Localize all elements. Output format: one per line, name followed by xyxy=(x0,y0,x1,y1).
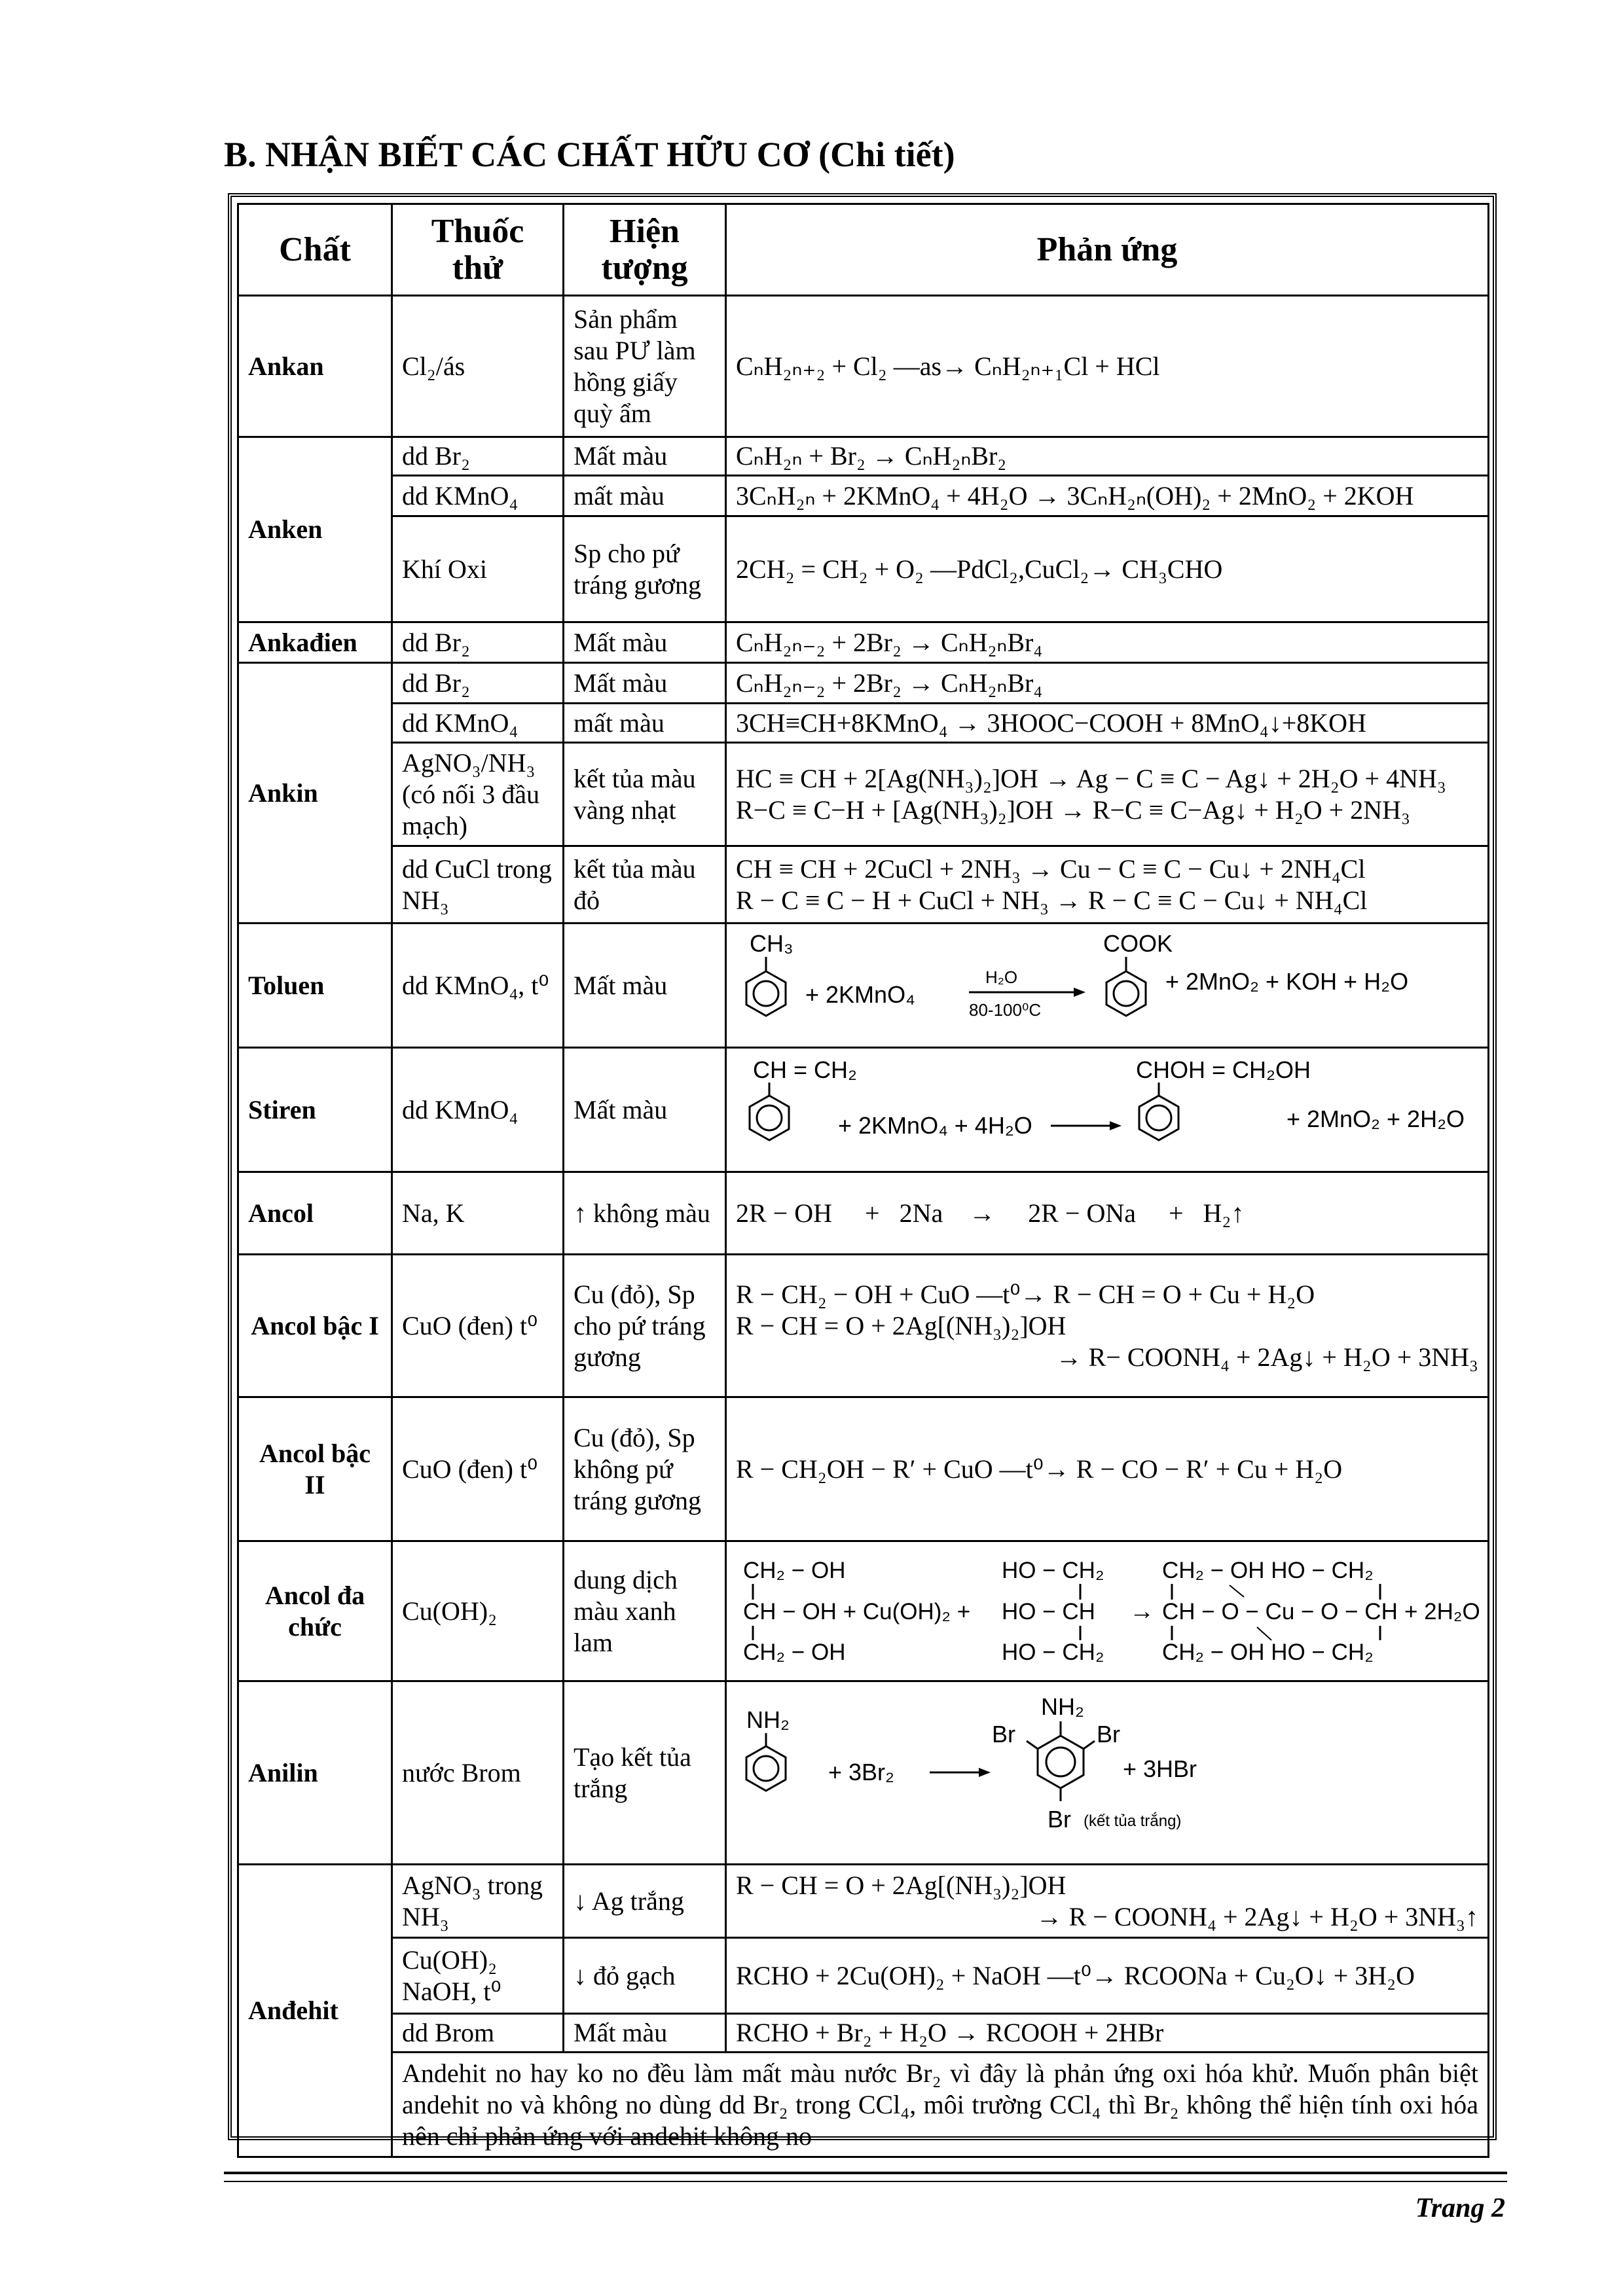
reagent: dd KMnO₄ xyxy=(392,476,564,516)
reaction: 3CH≡CH+8KMnO₄ → 3HOOC−COOH + 8MnO₄↓+8KOH xyxy=(726,704,1489,743)
bromine-label: Br xyxy=(1097,1721,1120,1748)
reactant-line: CH₂ − OH xyxy=(743,1558,846,1583)
table-row xyxy=(238,1172,1489,1255)
substance-name: Toluen xyxy=(238,924,392,1048)
benzene-ring-icon xyxy=(1139,1096,1178,1140)
reaction-line: R − C ≡ C − H + CuCl + NH₃ → R − C ≡ C − Cu↓ + NH₄Cl xyxy=(736,885,1368,915)
reaction: 3CₙH₂ₙ + 2KMnO₄ + 4H₂O → 3CₙH₂ₙ(OH)₂ + 2MnO₂ + 2KOH xyxy=(726,476,1489,516)
phenomenon: dung dịch màu xanh lam xyxy=(564,1541,726,1681)
glycerol-reaction-diagram xyxy=(727,1542,1486,1673)
andehit-note: Andehit no hay ko no đều làm mất màu nước Br₂ vì đây là phản ứng oxi hóa khử. Muốn phân biệt andehit no và không no dùng dd Br₂ trong CCl₄, môi trường CCl₄ thì Br₂ không thể hiện tính oxi hóa nên chỉ phản ứng với andehit không no xyxy=(392,2053,1489,2157)
table-row xyxy=(238,846,1489,924)
reagent: dd Brom xyxy=(392,2014,564,2053)
reactant-line: HO − CH xyxy=(1002,1599,1095,1624)
table-row xyxy=(238,516,1489,622)
bond-line xyxy=(1084,1741,1095,1749)
bond-line xyxy=(1027,1741,1038,1749)
reaction: 2R − OH + 2Na → 2R − ONa + H₂↑ xyxy=(726,1172,1489,1255)
aromatic-circle xyxy=(754,981,778,1006)
reagent: CuO (đen) t⁰ xyxy=(392,1255,564,1397)
substance-name: Ancol xyxy=(238,1172,392,1255)
substance-name: Ancol bậc II xyxy=(238,1397,392,1541)
reagent: CuO (đen) t⁰ xyxy=(392,1397,564,1541)
reactant-label: + 2KMnO₄ xyxy=(805,981,915,1008)
arrow-head-icon xyxy=(979,1768,991,1777)
reagent: Khí Oxi xyxy=(392,516,564,622)
reaction-line: → R− COONH₄ + 2Ag↓ + H₂O + 3NH₃ xyxy=(1055,1342,1478,1372)
substance-name: Stiren xyxy=(238,1048,392,1172)
reaction: CₙH₂ₙ₋₂ + 2Br₂ → CₙH₂ₙBr₄ xyxy=(726,622,1489,663)
product-line: CH₂ − OH HO − CH₂ xyxy=(1162,1558,1374,1583)
header-thuoc-thu: Thuốc thử xyxy=(392,204,564,296)
aromatic-circle xyxy=(1114,981,1139,1006)
reagent: Cu(OH)₂ xyxy=(392,1541,564,1681)
reactant-line: CH − OH + Cu(OH)₂ + xyxy=(743,1599,971,1624)
aromatic-circle xyxy=(754,1756,778,1781)
phenomenon: Sp cho pứ tráng gương xyxy=(564,516,726,622)
table-row xyxy=(238,663,1489,704)
table-row xyxy=(238,2053,1489,2157)
reagent: dd KMnO₄ xyxy=(392,1048,564,1172)
phenomenon: ↓ Ag trắng xyxy=(564,1865,726,1938)
table-row xyxy=(238,296,1489,437)
header-phan-ung: Phản ứng xyxy=(726,204,1489,296)
amine-label: NH₂ xyxy=(746,1706,790,1733)
phenomenon: kết tủa màu vàng nhạt xyxy=(564,743,726,846)
table-row xyxy=(238,704,1489,743)
reaction-line: R − CH₂ − OH + CuO —t⁰→ R − CH = O + Cu + H₂O xyxy=(736,1279,1315,1309)
phenomenon: mất màu xyxy=(564,476,726,516)
reaction-line: R − CH = O + 2Ag[(NH₃)₂]OH xyxy=(736,1870,1067,1900)
substance-name: Anilin xyxy=(238,1681,392,1865)
product-line: CH − O − Cu − O − CH xyxy=(1162,1599,1398,1624)
styrene-reaction-diagram xyxy=(727,1049,1486,1164)
reagent: dd Br₂ xyxy=(392,622,564,663)
table-row xyxy=(238,1397,1489,1541)
phenomenon: Mất màu xyxy=(564,437,726,476)
reaction: RCHO + 2Cu(OH)₂ + NaOH —t⁰→ RCOONa + Cu₂O↓ + 3H₂O xyxy=(726,1938,1489,2014)
phenomenon: mất màu xyxy=(564,704,726,743)
reagent: dd KMnO₄ xyxy=(392,704,564,743)
table-row xyxy=(238,476,1489,516)
table-row xyxy=(238,437,1489,476)
phenomenon: Mất màu xyxy=(564,2014,726,2053)
product-line: CH₂ − OH HO − CH₂ xyxy=(1162,1640,1374,1665)
phenomenon: ↑ không màu xyxy=(564,1172,726,1255)
phenomenon: kết tủa màu đỏ xyxy=(564,846,726,924)
reagent: Na, K xyxy=(392,1172,564,1255)
substance-name: Ankan xyxy=(238,296,392,437)
table-row xyxy=(238,1865,1489,1938)
reaction xyxy=(726,1048,1489,1172)
phenomenon: Mất màu xyxy=(564,924,726,1048)
table-row xyxy=(238,743,1489,846)
aniline-reaction-diagram xyxy=(727,1682,1486,1856)
header-chat: Chất xyxy=(238,204,392,296)
bromine-label: Br xyxy=(992,1721,1015,1748)
condition-top: H₂O xyxy=(985,967,1018,987)
table-header-row xyxy=(238,204,1489,296)
page-title: B. NHẬN BIẾT CÁC CHẤT HỮU CƠ (Chi tiết) xyxy=(224,135,955,174)
substance-name: Ancol đa chức xyxy=(238,1541,392,1681)
aromatic-circle xyxy=(1146,1105,1171,1130)
reaction: R − CH₂OH − R′ + CuO —t⁰→ R − CO − R′ + Cu + H₂O xyxy=(726,1397,1489,1541)
toluene-reaction-diagram xyxy=(727,924,1486,1039)
phenomenon: Cu (đỏ), Sp cho pứ tráng gương xyxy=(564,1255,726,1397)
table-row xyxy=(238,1938,1489,2014)
bromine-label: Br xyxy=(1048,1806,1071,1833)
phenomenon: Mất màu xyxy=(564,1048,726,1172)
reagent: Cu(OH)₂ NaOH, t⁰ xyxy=(392,1938,564,2014)
table-row xyxy=(238,1048,1489,1172)
benzene-ring-icon xyxy=(746,971,786,1016)
reactant-line: HO − CH₂ xyxy=(1002,1640,1104,1665)
water-label: + 2H₂O xyxy=(1404,1599,1480,1624)
reagent: dd Br₂ xyxy=(392,663,564,704)
arrow-head-icon xyxy=(1110,1121,1122,1130)
table-row xyxy=(238,622,1489,663)
benzene-ring-icon xyxy=(750,1096,789,1140)
aromatic-circle xyxy=(757,1105,782,1130)
reactant-label: + 2KMnO₄ + 4H₂O xyxy=(838,1112,1032,1139)
products-label: + 2MnO₂ + KOH + H₂O xyxy=(1165,968,1409,995)
benzene-ring-icon xyxy=(1038,1736,1084,1788)
substance-name: Anken xyxy=(238,437,392,622)
phenomenon: Cu (đỏ), Sp không pứ tráng gương xyxy=(564,1397,726,1541)
phenomenon: Mất màu xyxy=(564,663,726,704)
methyl-label: CH₃ xyxy=(750,930,793,957)
reaction xyxy=(726,924,1489,1048)
coordination-arrow-icon xyxy=(1257,1627,1271,1640)
vinyl-label: CH = CH₂ xyxy=(753,1056,857,1083)
carboxylate-label: COOK xyxy=(1103,930,1173,957)
precipitate-note: (kết tủa trắng) xyxy=(1084,1812,1182,1830)
phenomenon: Tạo kết tủa trắng xyxy=(564,1681,726,1865)
identification-table xyxy=(237,203,1489,2158)
reaction-line: → R − COONH₄ + 2Ag↓ + H₂O + 3NH₃↑ xyxy=(1036,1901,1478,1931)
reaction xyxy=(726,846,1489,924)
reaction-arrow: → xyxy=(1129,1598,1154,1625)
reagent: AgNO₃ trong NH₃ xyxy=(392,1865,564,1938)
phenomenon: Mất màu xyxy=(564,622,726,663)
reaction: 2CH₂ = CH₂ + O₂ —PdCl₂,CuCl₂→ CH₃CHO xyxy=(726,516,1489,622)
reaction xyxy=(726,1541,1489,1681)
substance-name: Anđehit xyxy=(238,1865,392,2157)
page-number: Trang 2 xyxy=(1415,2193,1505,2223)
reaction-line: R−C ≡ C−H + [Ag(NH₃)₂]OH → R−C ≡ C−Ag↓ + H₂O + 2NH₃ xyxy=(736,795,1410,825)
reaction: CₙH₂ₙ + Br₂ → CₙH₂ₙBr₂ xyxy=(726,437,1489,476)
table-row xyxy=(238,1255,1489,1397)
reagent: dd CuCl trong NH₃ xyxy=(392,846,564,924)
phenomenon: ↓ đỏ gạch xyxy=(564,1938,726,2014)
table-row xyxy=(238,2014,1489,2053)
reaction-line: HC ≡ CH + 2[Ag(NH₃)₂]OH → Ag − C ≡ C − Ag↓ + 2H₂O + 4NH₃ xyxy=(736,763,1446,793)
reaction: RCHO + Br₂ + H₂O → RCOOH + 2HBr xyxy=(726,2014,1489,2053)
reaction xyxy=(726,1255,1489,1397)
reagent: Cl₂/ás xyxy=(392,296,564,437)
reaction xyxy=(726,1681,1489,1865)
reaction: CₙH₂ₙ₊₂ + Cl₂ —as→ CₙH₂ₙ₊₁Cl + HCl xyxy=(726,296,1489,437)
header-hien-tuong: Hiện tượng xyxy=(564,204,726,296)
reaction xyxy=(726,743,1489,846)
aromatic-circle xyxy=(1046,1748,1075,1776)
footer-divider xyxy=(224,2172,1507,2182)
table-row xyxy=(238,1681,1489,1865)
reagent: AgNO₃/NH₃ (có nối 3 đầu mạch) xyxy=(392,743,564,846)
benzene-ring-icon xyxy=(746,1746,786,1791)
substance-name: Ancol bậc I xyxy=(238,1255,392,1397)
amine-label: NH₂ xyxy=(1041,1693,1084,1720)
reagent: dd Br₂ xyxy=(392,437,564,476)
reactant-label: + 3Br₂ xyxy=(828,1759,895,1785)
benzene-ring-icon xyxy=(1106,971,1146,1016)
reaction xyxy=(726,1865,1489,1938)
reaction-line: CH ≡ CH + 2CuCl + 2NH₃ → Cu − C ≡ C − Cu↓ + 2NH₄Cl xyxy=(736,853,1366,884)
arrow-head-icon xyxy=(1074,988,1085,997)
diol-label: CHOH = CH₂OH xyxy=(1136,1056,1311,1083)
table-row xyxy=(238,1541,1489,1681)
reagent: nước Brom xyxy=(392,1681,564,1865)
products-label: + 3HBr xyxy=(1123,1755,1197,1782)
coordination-arrow-icon xyxy=(1230,1585,1244,1597)
products-label: + 2MnO₂ + 2H₂O xyxy=(1286,1105,1465,1132)
substance-name: Ankađien xyxy=(238,622,392,663)
substance-name: Ankin xyxy=(238,663,392,924)
reactant-line: CH₂ − OH xyxy=(743,1640,846,1665)
table-row xyxy=(238,924,1489,1048)
reaction-line: R − CH = O + 2Ag[(NH₃)₂]OH xyxy=(736,1310,1067,1340)
phenomenon: Sản phẩm sau PƯ làm hồng giấy quỳ ẩm xyxy=(564,296,726,437)
condition-bottom: 80-100⁰C xyxy=(969,1000,1042,1020)
reaction: CₙH₂ₙ₋₂ + 2Br₂ → CₙH₂ₙBr₄ xyxy=(726,663,1489,704)
reagent: dd KMnO₄, t⁰ xyxy=(392,924,564,1048)
reactant-line: HO − CH₂ xyxy=(1002,1558,1104,1583)
